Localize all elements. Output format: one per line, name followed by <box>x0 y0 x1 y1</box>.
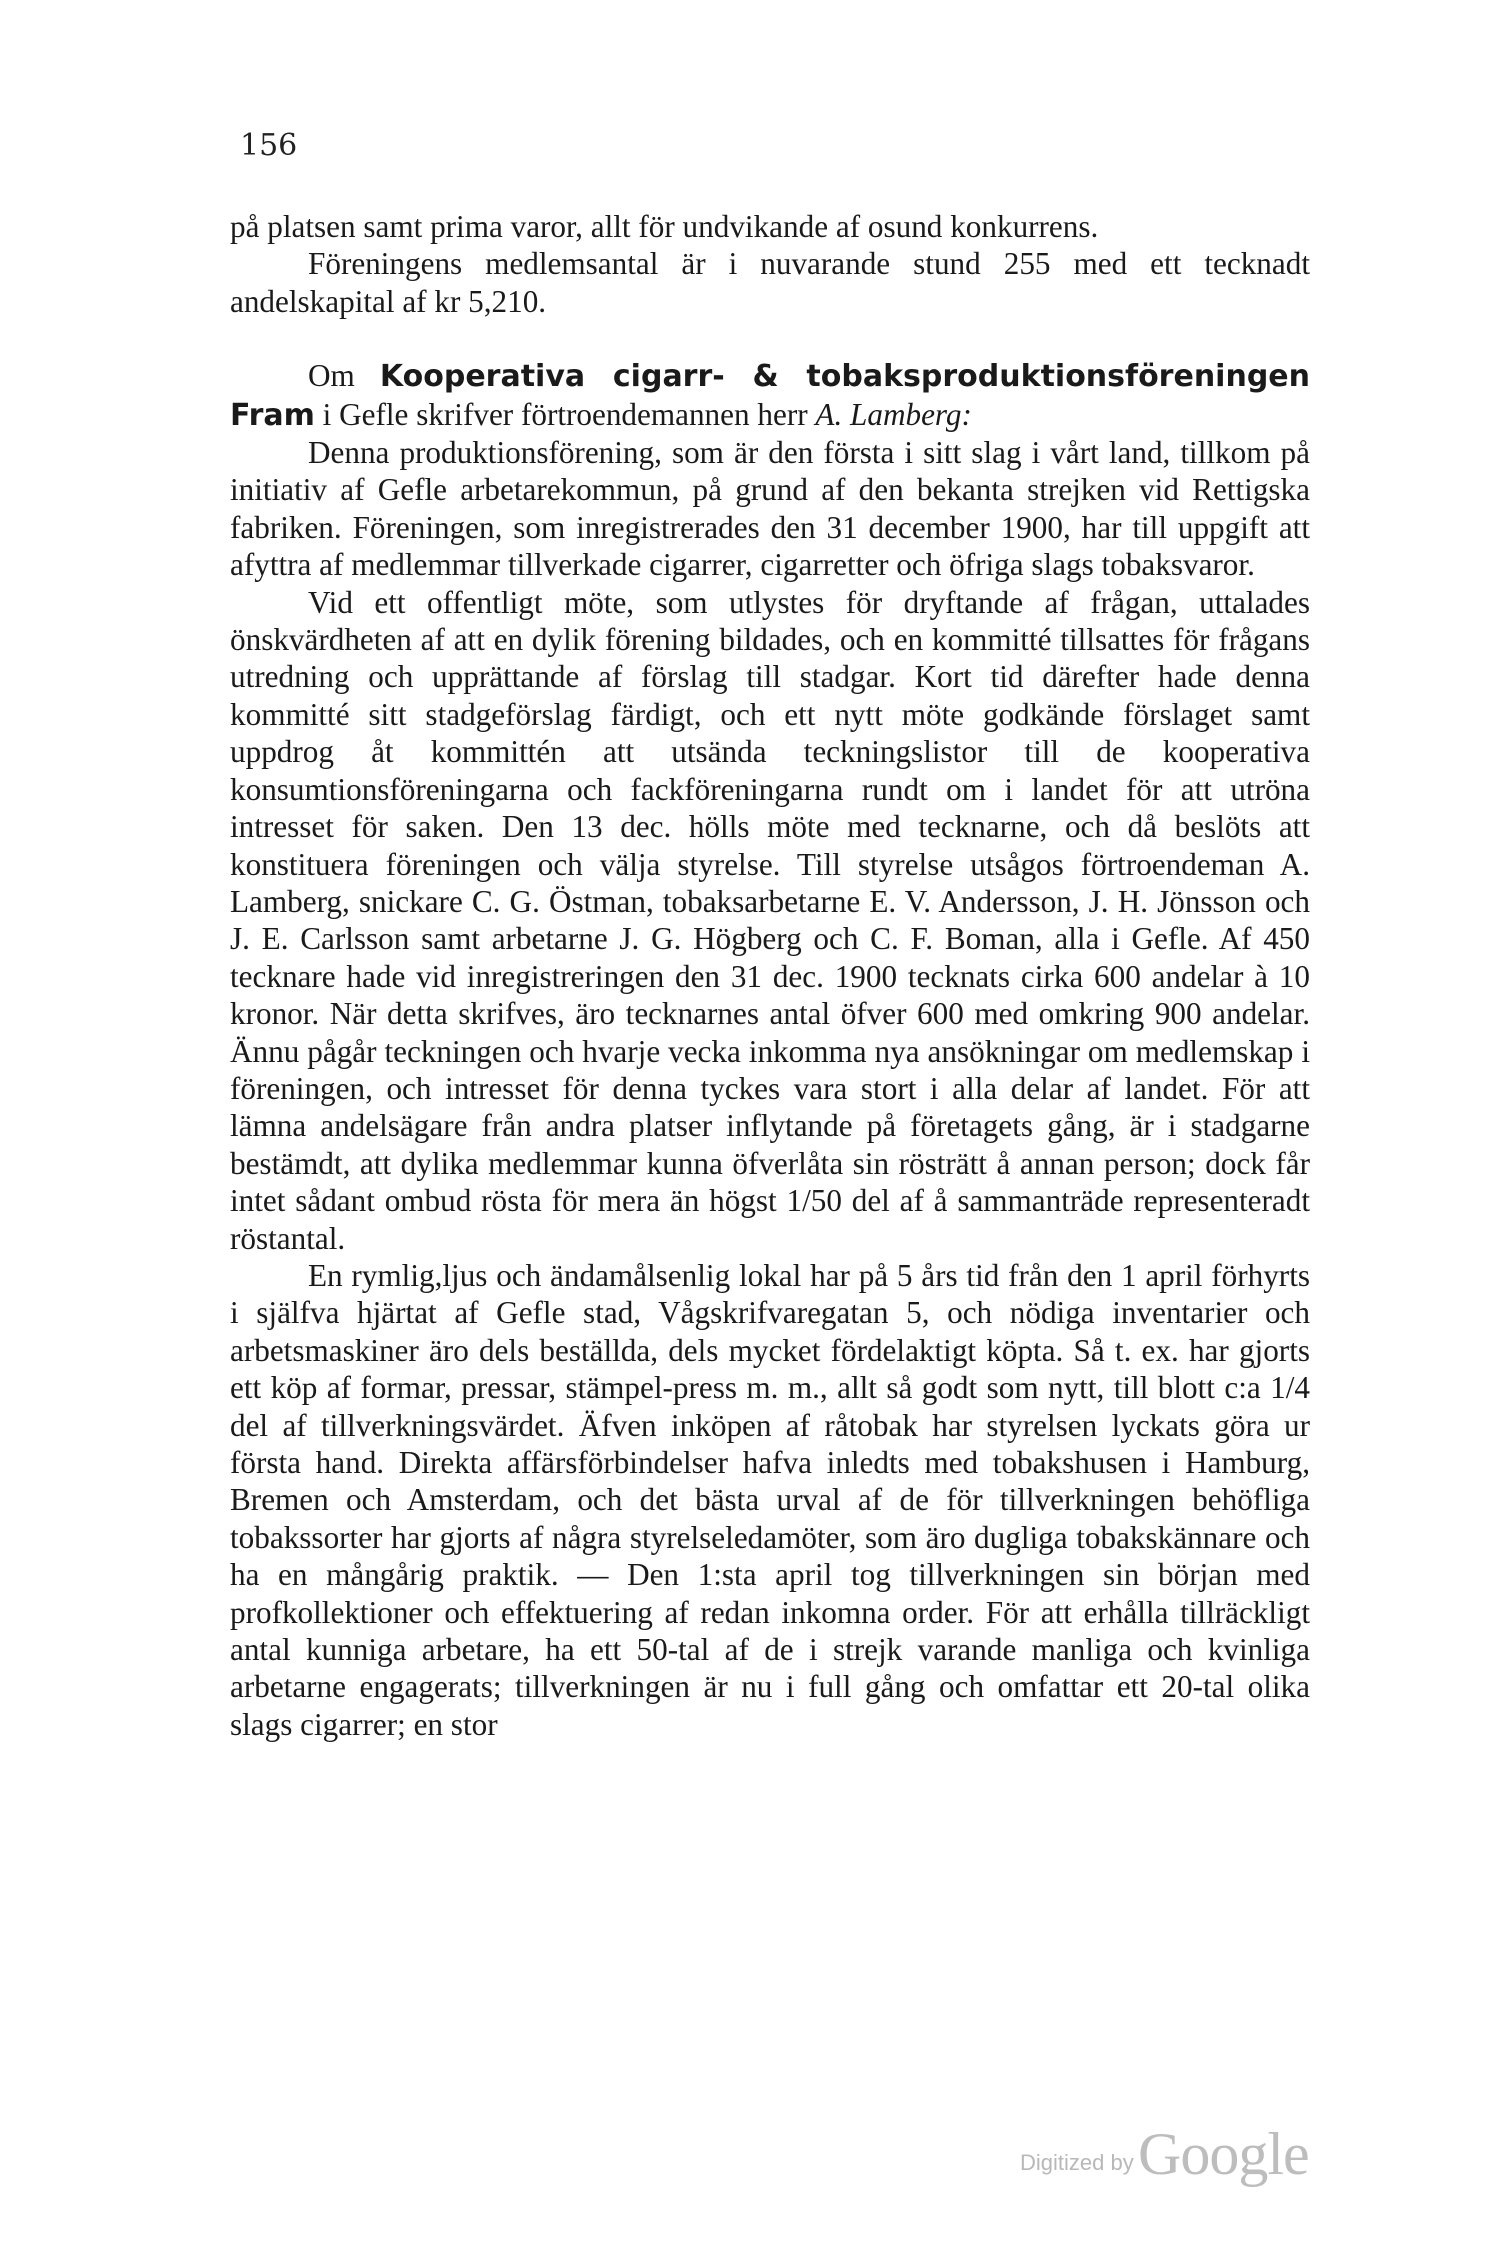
body-text <box>230 208 1310 1743</box>
heading-suffix: i Gefle skrifver förtroendemannen herr <box>322 396 808 432</box>
paragraph-continuation: på platsen samt prima varor, allt för undvikande af osund konkurrens. <box>230 209 1099 244</box>
heading-author: A. Lamberg: <box>815 396 972 432</box>
section-heading <box>230 357 1310 434</box>
heading-prefix: Om <box>308 358 355 394</box>
paragraph-membership: Föreningens medlemsantal är i nuvarande stund 255 med ett tecknadt andelskapital af kr 5,210. <box>230 246 1310 319</box>
paragraph-premises: En rymlig,ljus och ändamålsenlig lokal har på 5 års tid från den 1 april förhyrts i själfva hjärtat af Gefle stad, Vågskrifvaregatan 5, och nödiga inventarier och arbetsmaskiner äro dels beställda, dels mycket fördelaktigt köpta. Så t. ex. har gjorts ett köp af formar, pressar, stämpel-press m. m., allt så godt som nytt, till blott c:a 1/4 del af tillverkningsvärdet. Äfven inköpen af råtobak har styrelsen lyckats göra ur första hand. Direkta affärsförbindelser hafva inledts med tobakshusen i Hamburg, Bremen och Amsterdam, och det bästa urval af de för tillverkningen behöfliga tobakssorter har gjorts af några styrelseledamöter, som äro dugliga tobakskännare och ha en mångårig praktik. — Den 1:sta april tog tillverkningen sin början med profkollektioner och effektuering af redan inkomna order. För att erhålla tillräckligt antal kunniga arbetare, ha ett 50-tal af de i strejk varande manliga och kvinliga arbetarne engagerats; tillverkningen är nu i full gång och omfattar ett 20-tal olika slags cigarrer; en stor <box>230 1257 1310 1742</box>
paragraph-founding: Denna produktionsförening, som är den första i sitt slag i vårt land, tillkom på initiativ af Gefle arbetarekommun, på grund af den bekanta strejken vid Rettigska fabriken. Föreningen, som inregistrerades den 31 december 1900, har till uppgift att afyttra af medlemmar tillverkade cigarrer, cigarretter och öfriga slags tobaksvaror. <box>230 435 1310 583</box>
heading-org-name: Kooperativa cigarr- & tobaksproduktionsföreningen <box>379 359 1310 395</box>
digitized-by-label: Digitized by <box>1020 2150 1134 2175</box>
page-number: 156 <box>240 128 298 163</box>
paragraph-meeting: Vid ett offentligt möte, som utlystes för dryftande af frågan, uttalades önskvärdheten af att en dylik förening bildades, och en kommitté tillsattes för frågans utredning och upprättande af förslag till stadgar. Kort tid därefter hade denna kommitté sitt stadgeförslag färdigt, och ett nytt möte godkände förslaget samt uppdrog åt kommittén att utsända teckningslistor till de kooperativa konsumtionsföreningarna och fackföreningarna rundt om i landet för att utröna intresset för saken. Den 13 dec. hölls möte med tecknarne, och då beslöts att konstituera föreningen och välja styrelse. Till styrelse utsågos förtroendeman A. Lamberg, snickare C. G. Östman, tobaksarbetarne E. V. Andersson, J. H. Jönsson och J. E. Carlsson samt arbetarne J. G. Högberg och C. F. Boman, alla i Gefle. Af 450 tecknare hade vid inregistreringen den 31 dec. 1900 tecknats cirka 600 andelar à 10 kronor. När detta skrifves, äro tecknarnes antal öfver 600 med omkring 900 andelar. Ännu pågår teckningen och hvarje vecka inkomma nya ansökningar om medlemskap i föreningen, och intresset för denna tyckes vara stort i alla delar af landet. För att lämna andelsägare från andra platser inflytande på företagets gång, är i stadgarne bestämdt, att dylika medlemmar kunna öfverlåta sin rösträtt å annan person; dock får intet sådant ombud rösta för mera än högst 1/50 del af å sammanträde representeradt röstantal. <box>230 584 1310 1256</box>
google-logo: Google <box>1138 2121 1309 2187</box>
heading-org-name-cont: Fram <box>230 397 315 433</box>
